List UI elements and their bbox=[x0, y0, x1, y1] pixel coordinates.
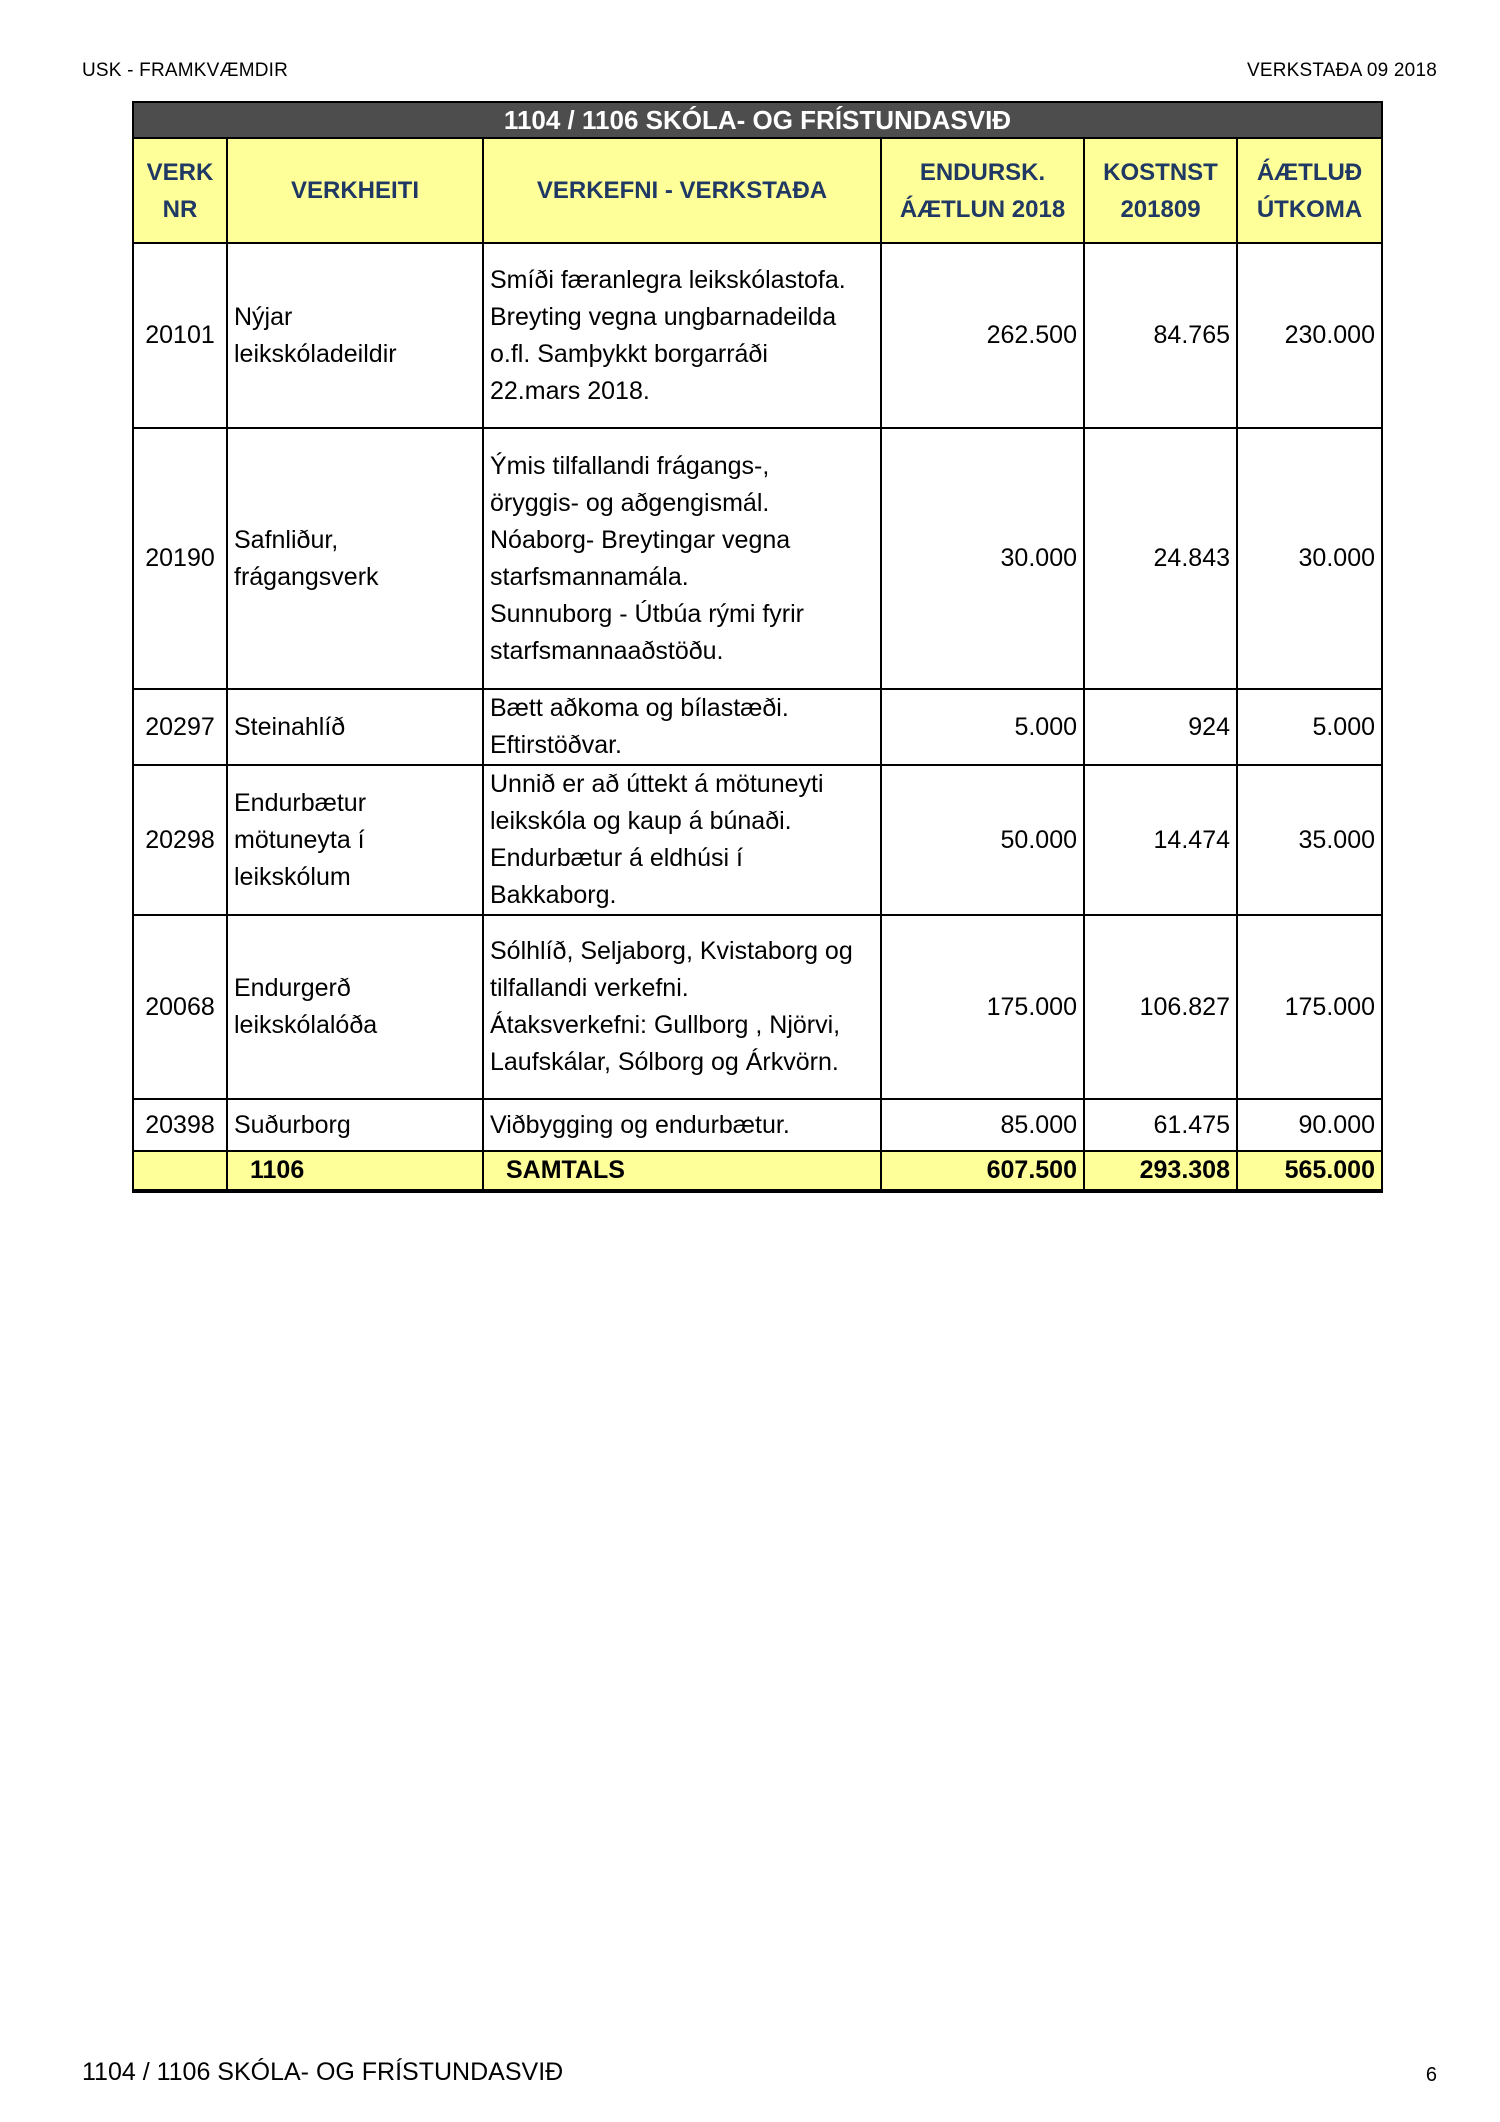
col-header-task: VERKEFNI - VERKSTAÐA bbox=[483, 138, 881, 243]
header-right: VERKSTAÐA 09 2018 bbox=[1247, 60, 1437, 81]
row-task bbox=[483, 243, 881, 428]
row-outcome: 30.000 bbox=[1237, 428, 1382, 689]
col-header-outcome-line1: ÁÆTLUÐ bbox=[1256, 158, 1363, 186]
row-name-line: leikskólalóða bbox=[234, 1011, 378, 1039]
row-task-line: Endurbætur á eldhúsi í bbox=[490, 844, 743, 872]
row-cost: 14.474 bbox=[1084, 765, 1237, 915]
col-header-cost bbox=[1084, 138, 1237, 243]
row-outcome: 230.000 bbox=[1237, 243, 1382, 428]
table-row bbox=[133, 689, 1382, 765]
total-outcome: 565.000 bbox=[1237, 1151, 1382, 1191]
footer-title: 1104 / 1106 SKÓLA- OG FRÍSTUNDASVIÐ bbox=[82, 2058, 564, 2086]
row-task-line: Nóaborg- Breytingar vegna bbox=[490, 525, 791, 554]
row-outcome: 175.000 bbox=[1237, 915, 1382, 1099]
row-name-line: Nýjar bbox=[234, 302, 293, 331]
table-row bbox=[133, 243, 1382, 428]
row-cost: 24.843 bbox=[1084, 428, 1237, 689]
row-cost: 106.827 bbox=[1084, 915, 1237, 1099]
row-nr: 20190 bbox=[133, 428, 227, 689]
row-task bbox=[483, 689, 881, 765]
row-name bbox=[227, 915, 483, 1099]
row-task-line: leikskóla og kaup á búnaði. bbox=[490, 807, 792, 835]
row-name-line: leikskólum bbox=[234, 862, 351, 891]
row-task-line: o.fl. Samþykkt borgarráði bbox=[490, 339, 768, 368]
row-nr: 20297 bbox=[133, 689, 227, 765]
page-number: 6 bbox=[1425, 2064, 1437, 2086]
row-plan: 30.000 bbox=[881, 428, 1084, 689]
col-header-outcome-line2: ÚTKOMA bbox=[1256, 195, 1363, 223]
col-header-name: VERKHEITI bbox=[227, 138, 483, 243]
row-name bbox=[227, 428, 483, 689]
total-nr bbox=[133, 1151, 227, 1191]
row-name-line: Endurgerð bbox=[234, 974, 351, 1002]
row-cost: 84.765 bbox=[1084, 243, 1237, 428]
row-task-line: Viðbygging og endurbætur. bbox=[490, 1110, 790, 1139]
col-header-nr-line1: VERK bbox=[146, 158, 214, 186]
row-task-line: starfsmannamála. bbox=[490, 562, 689, 591]
col-header-plan-line2: ÁÆTLUN 2018 bbox=[899, 195, 1066, 223]
col-header-outcome bbox=[1237, 138, 1382, 243]
row-task bbox=[483, 915, 881, 1099]
total-plan: 607.500 bbox=[881, 1151, 1084, 1191]
total-name: 1106 bbox=[227, 1151, 483, 1191]
table-row bbox=[133, 1099, 1382, 1151]
row-plan: 85.000 bbox=[881, 1099, 1084, 1151]
row-plan: 50.000 bbox=[881, 765, 1084, 915]
row-task-line: Breyting vegna ungbarnadeilda bbox=[490, 302, 837, 331]
table-row bbox=[133, 428, 1382, 689]
row-task-line: starfsmannaaðstöðu. bbox=[490, 636, 724, 665]
row-task-line: Bætt aðkoma og bílastæði. bbox=[490, 694, 789, 722]
row-name bbox=[227, 689, 483, 765]
row-name-line: Steinahlíð bbox=[234, 712, 346, 741]
col-header-plan bbox=[881, 138, 1084, 243]
row-nr: 20398 bbox=[133, 1099, 227, 1151]
table-title: 1104 / 1106 SKÓLA- OG FRÍSTUNDASVIÐ bbox=[133, 102, 1382, 138]
col-header-plan-line1: ENDURSK. bbox=[919, 158, 1046, 186]
row-task-line: Smíði færanlegra leikskólastofa. bbox=[490, 265, 846, 294]
table-row bbox=[133, 765, 1382, 915]
row-outcome: 90.000 bbox=[1237, 1099, 1382, 1151]
row-nr: 20068 bbox=[133, 915, 227, 1099]
row-nr: 20101 bbox=[133, 243, 227, 428]
row-name bbox=[227, 765, 483, 915]
row-task-line: 22.mars 2018. bbox=[490, 376, 650, 405]
row-plan: 175.000 bbox=[881, 915, 1084, 1099]
row-plan: 262.500 bbox=[881, 243, 1084, 428]
row-name-line: Endurbætur bbox=[234, 788, 367, 817]
row-task bbox=[483, 428, 881, 689]
table-title-row bbox=[133, 102, 1382, 138]
row-task-line: tilfallandi verkefni. bbox=[490, 974, 689, 1002]
column-header-row bbox=[133, 138, 1382, 243]
total-cost: 293.308 bbox=[1084, 1151, 1237, 1191]
row-task-line: öryggis- og aðgengismál. bbox=[490, 488, 770, 517]
col-header-nr-line2: NR bbox=[162, 195, 198, 223]
header-left: USK - FRAMKVÆMDIR bbox=[82, 60, 289, 81]
row-cost: 924 bbox=[1084, 689, 1237, 765]
row-outcome: 5.000 bbox=[1237, 689, 1382, 765]
col-header-cost-line2: 201809 bbox=[1120, 195, 1201, 223]
table-row bbox=[133, 915, 1382, 1099]
row-task-line: Eftirstöðvar. bbox=[490, 731, 622, 759]
total-label: SAMTALS bbox=[483, 1151, 881, 1191]
row-task-line: Ýmis tilfallandi frágangs-, bbox=[490, 451, 770, 480]
row-task-line: Unnið er að úttekt á mötuneyti bbox=[490, 770, 824, 798]
row-nr: 20298 bbox=[133, 765, 227, 915]
total-row bbox=[133, 1151, 1382, 1191]
row-task-line: Laufskálar, Sólborg og Árkvörn. bbox=[490, 1048, 839, 1076]
col-header-cost-line1: KOSTNST bbox=[1103, 158, 1218, 186]
row-name-line: Suðurborg bbox=[234, 1110, 351, 1139]
projects-table bbox=[132, 101, 1383, 1193]
row-cost: 61.475 bbox=[1084, 1099, 1237, 1151]
row-task-line: Átaksverkefni: Gullborg , Njörvi, bbox=[490, 1011, 841, 1039]
row-task-line: Bakkaborg. bbox=[490, 881, 617, 909]
row-name bbox=[227, 243, 483, 428]
row-name bbox=[227, 1099, 483, 1151]
row-name-line: leikskóladeildir bbox=[234, 339, 397, 368]
row-task-line: Sunnuborg - Útbúa rými fyrir bbox=[490, 599, 805, 628]
row-name-line: Safnliður, bbox=[234, 525, 339, 554]
row-name-line: mötuneyta í bbox=[234, 825, 365, 854]
col-header-nr bbox=[133, 138, 227, 243]
row-plan: 5.000 bbox=[881, 689, 1084, 765]
row-task bbox=[483, 765, 881, 915]
row-outcome: 35.000 bbox=[1237, 765, 1382, 915]
row-name-line: frágangsverk bbox=[234, 562, 379, 591]
row-task-line: Sólhlíð, Seljaborg, Kvistaborg og bbox=[490, 937, 853, 965]
row-task bbox=[483, 1099, 881, 1151]
